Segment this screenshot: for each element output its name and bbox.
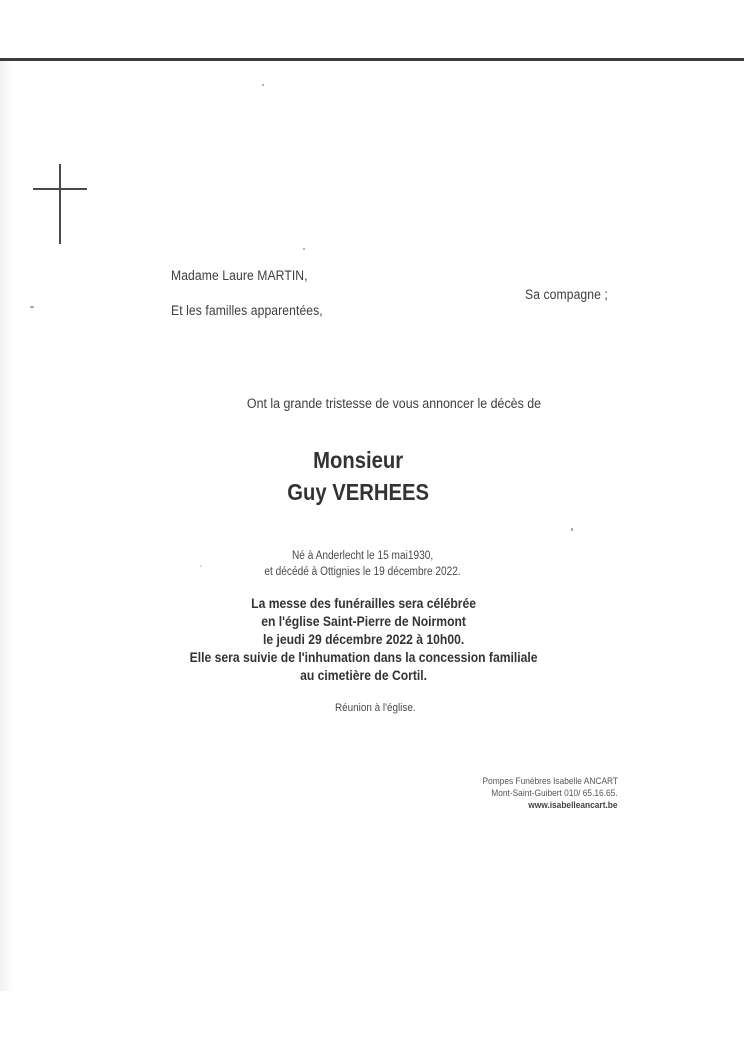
deceased-name: Guy VERHEES xyxy=(287,479,430,505)
birth-line: Né à Anderlecht le 15 mai1930, xyxy=(291,550,434,562)
cross-icon xyxy=(33,164,87,244)
funeral-home-address: Mont-Saint-Guibert 010/ 65.16.65. xyxy=(491,788,618,799)
death-line: et décédé à Ottignies le 19 décembre 2022. xyxy=(264,566,461,578)
ceremony-line-1: La messe des funérailles sera célébrée xyxy=(251,596,477,611)
scan-speck xyxy=(571,528,573,531)
announcement-intro: Ont la grande tristesse de vous annoncer le décès de xyxy=(246,396,542,411)
family-line-2: Et les familles apparentées, xyxy=(171,303,323,318)
family-line-1: Madame Laure MARTIN, xyxy=(171,268,308,283)
ceremony-line-3: le jeudi 29 décembre 2022 à 10h00. xyxy=(262,632,465,647)
scan-speck xyxy=(200,565,202,567)
scan-speck xyxy=(303,248,305,250)
ceremony-line-2: en l'église Saint-Pierre de Noirmont xyxy=(261,614,466,629)
scan-left-edge xyxy=(0,61,14,991)
ceremony-line-5: au cimetière de Cortil. xyxy=(300,668,428,683)
funeral-home-website: www.isabelleancart.be xyxy=(528,800,618,811)
scan-speck xyxy=(262,84,264,86)
ceremony-line-4: Elle sera suivie de l'inhumation dans la concession familiale xyxy=(189,650,538,665)
reunion-note: Réunion à l'église. xyxy=(334,702,416,714)
scan-top-border xyxy=(0,58,744,61)
family-role: Sa compagne ; xyxy=(525,287,608,302)
funeral-home-name: Pompes Funèbres Isabelle ANCART xyxy=(482,776,618,787)
deceased-title: Monsieur xyxy=(313,447,404,473)
scan-speck xyxy=(30,306,34,308)
